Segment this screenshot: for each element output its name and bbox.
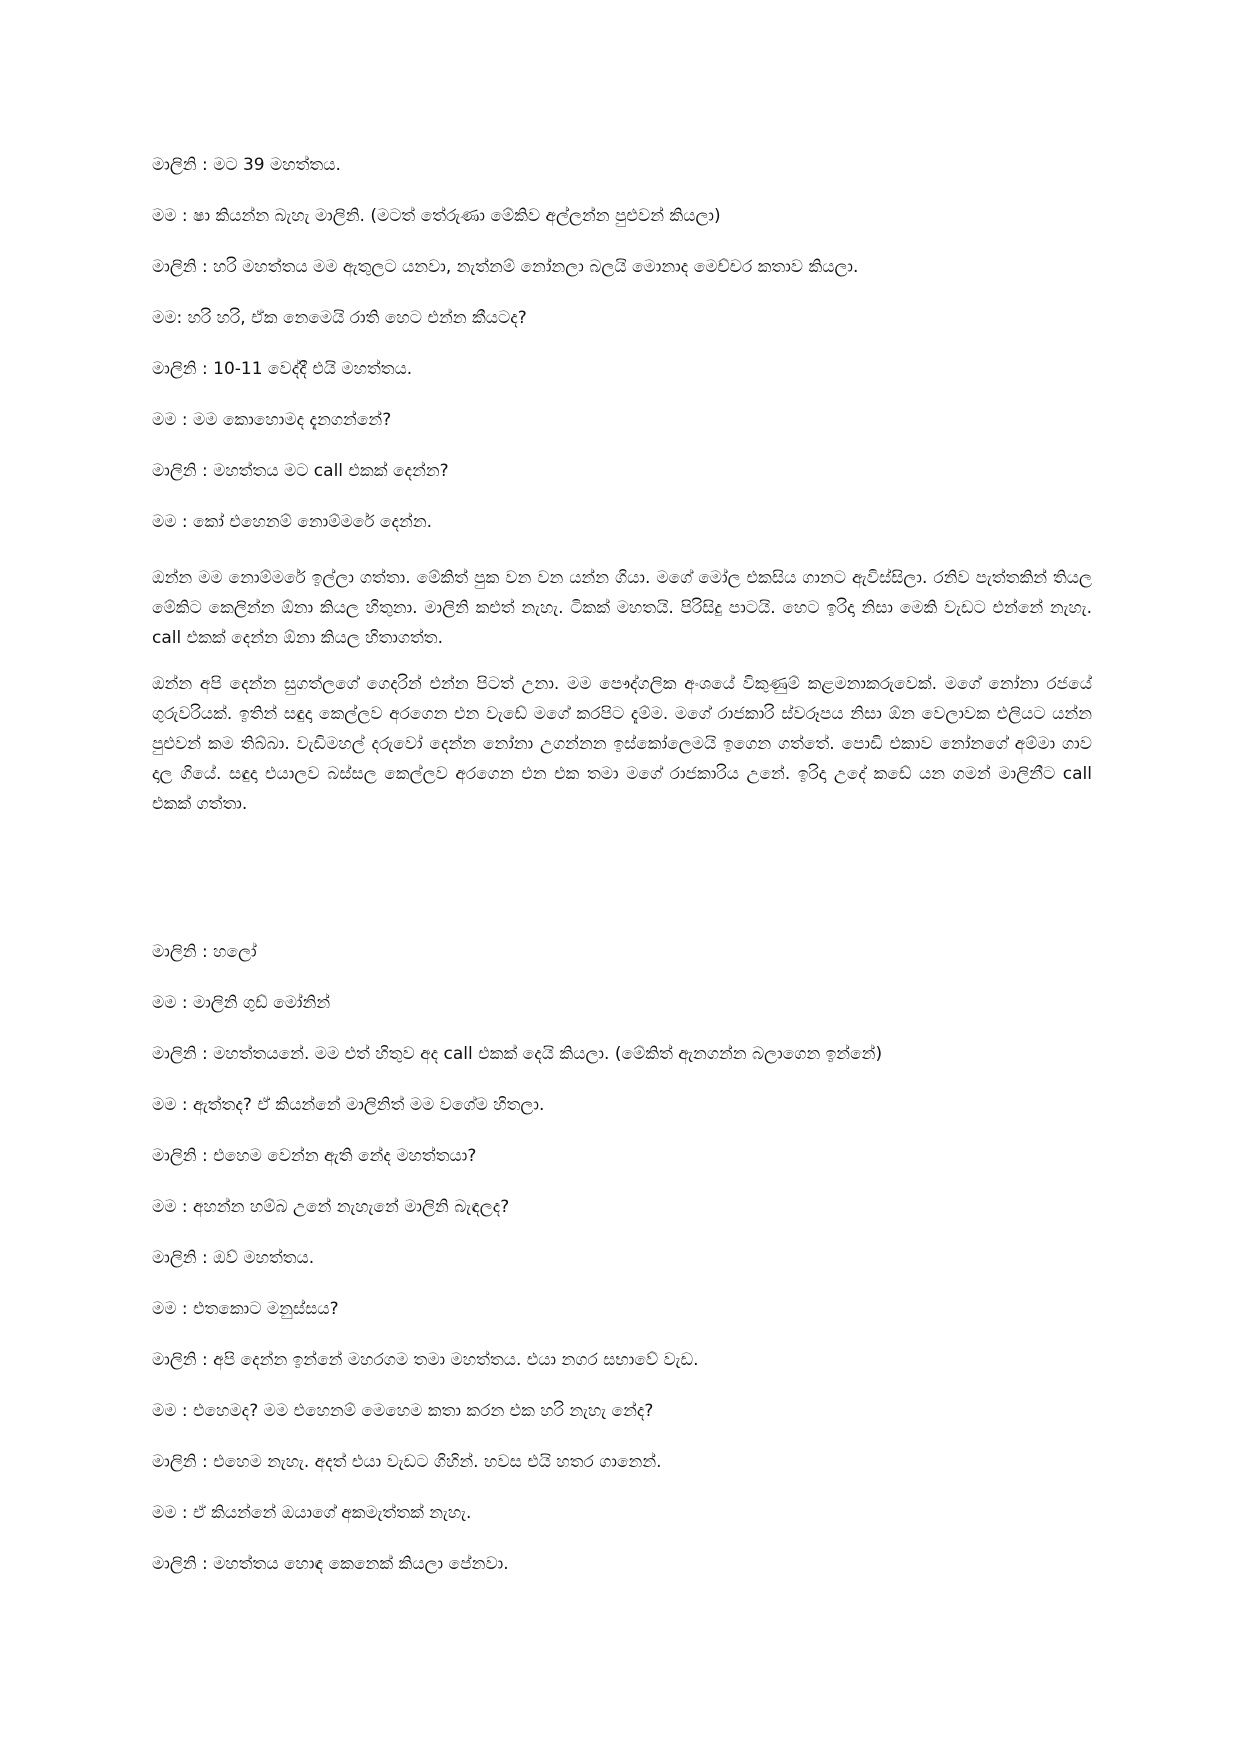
dialogue-line: මාලිනි : මට 39 මහත්තය. <box>152 155 341 175</box>
dialogue-line: මාලිනි : එහෙම නැහැ. අදත් එයා වැඩට ගිහින්. හවස එයි හතර ගානෙන්. <box>152 1452 662 1472</box>
dialogue-line: මම: හරි හරි, ඒක නෙමෙයි රාති හෙට එන්න කීයටද? <box>152 308 527 328</box>
dialogue-line: මම : එහෙමද? මම එහෙනම් මෙහෙම කතා කරන එක හරි නැහැ නේද? <box>152 1401 654 1421</box>
dialogue-line: මාලිනි : මහත්තයනේ. මම එත් හිතුව අද call එකක් දෙයි කියලා. (මේකිත් ඇනගන්න බලාගෙන ඉන්නේ) <box>152 1044 883 1064</box>
dialogue-line: මාලිනි : මහත්තය හොඳ කෙනෙක් කියලා පේනවා. <box>152 1554 509 1574</box>
dialogue-line: මාලිනි : අපි දෙන්න ඉන්නේ මහරගම තමා මහත්තය. එයා නගර සභාවේ වැඩ. <box>152 1350 699 1370</box>
dialogue-line: මම : ඒ කියන්නේ ඔයාගේ අකමැත්තක් නැහැ. <box>152 1503 472 1523</box>
dialogue-line: මම : කෝ එහෙනම් නොම්මරේ දෙන්න. <box>152 512 433 532</box>
dialogue-line: මාලිනි : එහෙම වෙන්න ඇති නේද මහත්තයා? <box>152 1146 477 1166</box>
dialogue-line: මාලිනි : මහත්තය මට call එකක් දෙන්න? <box>152 461 449 481</box>
narrative-paragraph: ඔන්න අපි දෙන්න සුගත්ලගේ ගෙදරින් එන්න පිටත් උනා. මම පෞද්ගලික අංශයේ විකුණුම් කළමනාකරුවෙක්. මගේ නෝනා රජයේ ගුරුවරියක්. ඉතින් සඳුදා කෙල්ලව අරගෙන එන වැඩේ මගේ කරපිට දැම්ම. මගේ රාජකාරි ස්වරූපය නිසා ඕන වෙලාවක එලියට යන්න පුළුවන් කම තිබ්බා. වැඩිමහල් දරුවෝ දෙන්න නෝනා උගන්නන ඉස්කෝලෙමයි ඉගෙන ගත්තේ. පොඩි එකාව නෝනගේ අම්මා ගාව දාල ගියේ. සඳුදා එයාලව බස්සල කෙල්ලව අරගෙන එන එක තමා මගේ රාජකාරිය උනේ. ඉරිදා උදේ කඩේ යන ගමන් මාලිනීට call එකක් ගත්තා. <box>152 674 1092 814</box>
narrative-paragraph: ඔන්න මම නොම්මරේ ඉල්ලා ගත්තා. මේකිත් පුක වන වන යන්න ගියා. මගේ මෝල එකසිය ගානට ඇවිස්සිලා. රනිව පැත්තකින් තියල මේකිට කෙලින්න ඕනා කියල හිතුනා. මාලිනි කළුත් නැහැ. ටිකක් මහතයි. පිරිසිදු පාටයි. හෙට ඉරිදා නිසා මෙකි වැඩට එන්නේ නැහැ. call එකක් දෙන්න ඕනා කියල හිතාගත්ත. <box>152 568 1092 648</box>
dialogue-line: මම : ඇත්තද? ඒ කියන්නේ මාලිනිත් මම වගේම හිතලා. <box>152 1095 545 1115</box>
dialogue-line: මාලිනි : 10-11 වෙද්දී එයි මහත්තය. <box>152 359 413 379</box>
dialogue-line: මම : මම කොහොමද දැනගන්නේ? <box>152 410 392 430</box>
dialogue-line: මම : අහන්න හම්බ උනේ නැහැනේ මාලිනි බැඳලද? <box>152 1197 510 1217</box>
dialogue-line: මම : ෂා කියන්න බැහැ මාලිනි. (මටත් තේරුණා මේකිව අල්ලන්න පුළුවන් කියලා) <box>152 206 721 226</box>
dialogue-line: මාලිනි : හලෝ <box>152 942 257 962</box>
dialogue-line: මාලිනි : හරි මහත්තය මම ඇතුලට යනවා, නැත්නම් නෝනලා බලයි මොනාද මෙච්චර කතාව කියලා. <box>152 257 859 277</box>
dialogue-line: මම : එතකොට මනුස්සය? <box>152 1299 339 1319</box>
dialogue-line: මාලිනි : ඔව් මහත්තය. <box>152 1248 315 1268</box>
dialogue-line: මම : මාලිනි ගුඩ් මෝනින් <box>152 993 331 1013</box>
